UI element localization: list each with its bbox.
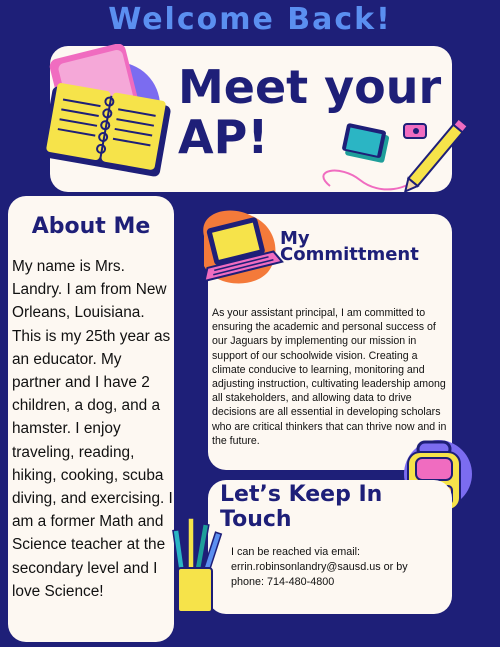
notebook-icon	[38, 44, 178, 184]
about-title: About Me	[31, 214, 151, 239]
commitment-body: As your assistant principal, I am committed to ensuring the academic and personal success of our Jaguars by implementing our mission in support of our schoolwide vision. Creating a climate conducive to learning, monitoring and adjusting instruction, cultivating leadership among all stakeholders, and allowing data to drive decisions are all essential in developing scholars who are critical thinkers that can thrive now and in the future.	[212, 307, 447, 447]
welcome-heading: Welcome Back!	[108, 2, 392, 37]
contact-phone-line[interactable]: phone: 714-480-4800	[231, 576, 335, 588]
hero-title-line1: Meet your	[178, 60, 442, 114]
contact-title-line2: Touch	[220, 507, 292, 532]
commitment-title-my: My	[280, 228, 310, 249]
pencil-icon	[290, 110, 470, 200]
contact-body	[231, 545, 446, 590]
hero-title-line2: AP!	[178, 110, 269, 164]
contact-email-line[interactable]: errin.robinsonlandry@sausd.us or by	[231, 561, 408, 573]
contact-line1: I can be reached via email:	[231, 546, 361, 558]
pencil-cup-icon	[168, 512, 228, 616]
contact-title-line1: Let’s Keep In	[220, 482, 383, 507]
about-body: My name is Mrs. Landry. I am from New Orleans, Louisiana. This is my 25th year as an educator. My partner and I have 2 children, a dog, and a hamster. I enjoy traveling, reading, hiking, cooking, scuba diving, and exercising. I am a former Math and Science teacher at the secondary level and I love Science!	[12, 258, 173, 600]
contact-title	[220, 482, 430, 532]
commitment-title: Committment	[280, 244, 419, 265]
laptop-icon	[190, 206, 286, 290]
